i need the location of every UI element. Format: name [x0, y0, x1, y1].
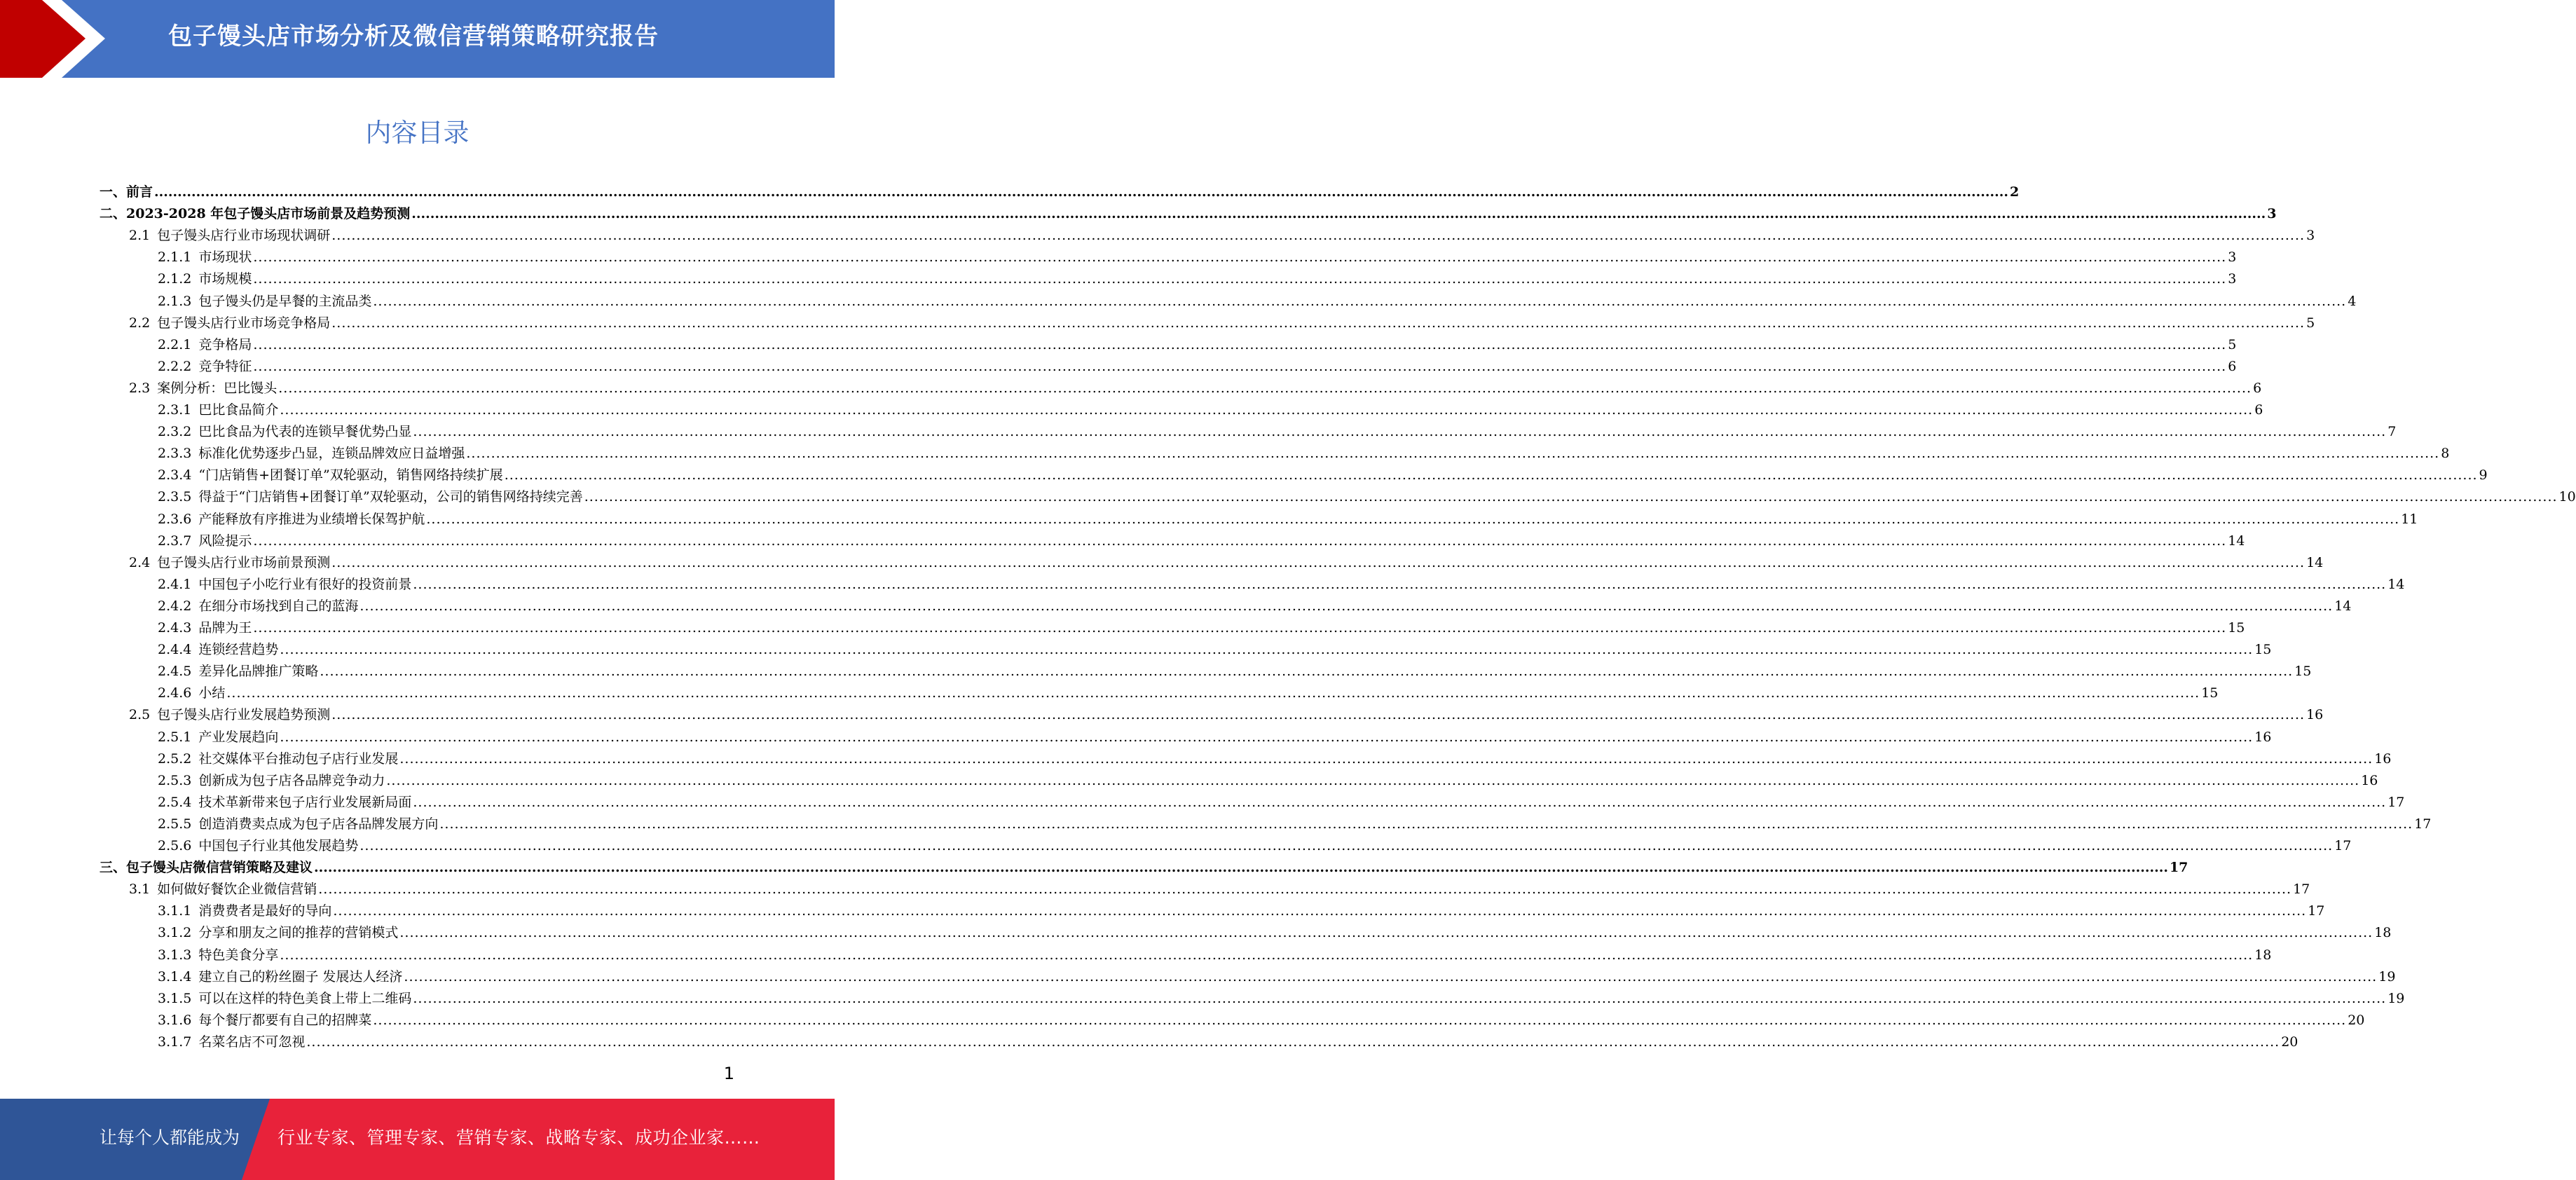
toc-entry[interactable]: [129, 375, 2262, 397]
toc-heading: 内容目录: [365, 118, 470, 148]
toc-entry-title: 竞争格局: [198, 336, 252, 352]
toc-dot-leader: ................................................................................................................................................................................................................................................................................................................................................................................................................: [331, 315, 2306, 331]
toc-entry-page: 17: [2414, 816, 2432, 832]
toc-entry-number: 2.3.2: [158, 424, 192, 440]
toc-entry-number: 3.1.6: [158, 1012, 192, 1028]
toc-entry-title: 消费费者是最好的导向: [198, 903, 332, 919]
toc-entry-title: 巴比食品简介: [198, 402, 279, 418]
toc-entry-title: 分享和朋友之间的推荐的营销模式: [198, 925, 399, 941]
toc-entry[interactable]: [158, 331, 2237, 353]
toc-entry[interactable]: [129, 701, 2324, 723]
toc-entry[interactable]: [158, 353, 2237, 375]
toc-dot-leader: ................................................................................................................................................................................................................................................................................................................................................................................................................: [280, 642, 2254, 658]
toc-entry-title: 包子馒头店行业市场竞争格局: [157, 315, 331, 331]
toc-entry-page: 11: [2401, 511, 2418, 527]
toc-entry[interactable]: [158, 746, 2392, 767]
toc-entry-number: 3.1.2: [158, 925, 192, 941]
toc-entry[interactable]: [158, 244, 2237, 266]
toc-entry[interactable]: [158, 397, 2263, 418]
toc-entry-title: 风险提示: [198, 533, 252, 549]
toc-entry-page: 3: [2306, 228, 2315, 244]
toc-entry-number: 3.1.4: [158, 968, 192, 985]
toc-entry[interactable]: [158, 789, 2405, 811]
toc-dot-leader: ................................................................................................................................................................................................................................................................................................................................................................................................................: [280, 947, 2254, 963]
toc-entry-number: 2.5.6: [158, 838, 192, 853]
toc-entry-number: 2.5.3: [158, 772, 192, 788]
toc-entry-title: 包子馒头店微信营销策略及建议: [126, 860, 313, 876]
toc-dot-leader: ................................................................................................................................................................................................................................................................................................................................................................................................................: [373, 1012, 2347, 1028]
toc-entry[interactable]: [158, 440, 2450, 462]
page-footer: [0, 1099, 835, 1180]
toc-entry-page: 10: [2558, 489, 2576, 505]
toc-entry-title: 差异化品牌推广策略: [198, 664, 319, 680]
toc-entry-number: 3.1.3: [158, 947, 192, 963]
toc-entry[interactable]: [158, 288, 2357, 310]
toc-dot-leader: ................................................................................................................................................................................................................................................................................................................................................................................................................: [253, 358, 2227, 374]
toc-entry-page: 14: [2228, 533, 2245, 549]
toc-dot-leader: ................................................................................................................................................................................................................................................................................................................................................................................................................: [404, 968, 2378, 985]
toc-entry-title: 品牌为王: [198, 620, 252, 636]
toc-entry-number: 2.4.1: [158, 576, 192, 592]
toc-entry-title: 如何做好餐饮企业微信营销: [157, 881, 317, 898]
toc-entry-number: 2.1: [129, 228, 151, 244]
toc-entry[interactable]: [158, 1029, 2298, 1050]
toc-entry-title: 连锁经营趋势: [198, 642, 279, 658]
toc-entry-number: 2.3.4: [158, 467, 192, 483]
toc-dot-leader: ................................................................................................................................................................................................................................................................................................................................................................................................................: [359, 838, 2334, 853]
toc-entry[interactable]: [158, 963, 2396, 985]
toc-entry-page: 3: [2267, 206, 2277, 222]
toc-entry[interactable]: [158, 1007, 2365, 1029]
toc-entry-page: 3: [2228, 271, 2237, 287]
toc-entry-page: 15: [2201, 685, 2219, 701]
toc-entry-number: 2.3.3: [158, 446, 192, 462]
toc-entry-page: 2: [2009, 184, 2020, 200]
toc-entry[interactable]: [158, 898, 2325, 919]
toc-dot-leader: ................................................................................................................................................................................................................................................................................................................................................................................................................: [504, 467, 2478, 483]
toc-entry-page: 17: [2293, 881, 2310, 898]
toc-entry-number: 2.4.2: [158, 598, 192, 614]
toc-entry-number: 2.1.2: [158, 271, 192, 287]
toc-dot-leader: ................................................................................................................................................................................................................................................................................................................................................................................................................: [386, 772, 2360, 788]
toc-entry-title: 前言: [126, 184, 153, 200]
toc-entry-number: 2.2: [129, 315, 151, 331]
toc-entry-number: 2.5: [129, 707, 151, 723]
toc-entry[interactable]: [100, 179, 2020, 200]
toc-entry-page: 14: [2334, 598, 2352, 614]
toc-entry-title: 得益于“门店销售+团餐订单”双轮驱动，公司的销售网络持续完善: [198, 489, 583, 505]
toc-entry-title: 巴比食品为代表的连锁早餐优势凸显: [198, 424, 412, 440]
toc-entry-title: 市场规模: [198, 271, 252, 287]
toc-entry-number: 2.3.1: [158, 402, 192, 418]
toc-entry-page: 15: [2254, 642, 2272, 658]
toc-entry-title: 标准化优势逐步凸显，连锁品牌效应日益增强: [198, 446, 465, 462]
toc-entry[interactable]: [129, 310, 2315, 331]
toc-entry-title: 包子馒头店行业市场前景预测: [157, 554, 331, 570]
toc-entry[interactable]: [129, 222, 2315, 244]
page-number: 1: [723, 1064, 734, 1083]
toc-entry-title: 创新成为包子店各品牌竞争动力: [198, 772, 385, 788]
toc-entry-title: 技术革新带来包子店行业发展新局面: [198, 794, 412, 810]
toc-entry-page: 16: [2374, 750, 2392, 767]
toc-entry-page: 6: [2228, 358, 2237, 374]
toc-entry-number: 三、: [100, 860, 127, 876]
toc-entry-page: 18: [2374, 925, 2392, 941]
toc-entry[interactable]: [100, 854, 2188, 876]
toc-dot-leader: ................................................................................................................................................................................................................................................................................................................................................................................................................: [399, 750, 2373, 767]
toc-dot-leader: ................................................................................................................................................................................................................................................................................................................................................................................................................: [253, 271, 2227, 287]
toc-dot-leader: ................................................................................................................................................................................................................................................................................................................................................................................................................: [278, 380, 2252, 396]
toc-dot-leader: ................................................................................................................................................................................................................................................................................................................................................................................................................: [331, 707, 2306, 723]
toc-entry-page: 20: [2281, 1034, 2298, 1050]
toc-entry[interactable]: [158, 483, 2576, 505]
toc-entry-title: 竞争特征: [198, 358, 252, 374]
toc-entry-page: 6: [2253, 380, 2262, 396]
toc-entry[interactable]: [158, 919, 2392, 941]
toc-entry-page: 16: [2306, 707, 2324, 723]
toc-entry-title: 中国包子行业其他发展趋势: [198, 838, 359, 853]
toc-entry-number: 2.5.2: [158, 750, 192, 767]
toc-entry[interactable]: [158, 615, 2245, 636]
toc-entry-page: 17: [2334, 838, 2352, 853]
toc-entry-page: 14: [2387, 576, 2405, 592]
toc-dot-leader: ................................................................................................................................................................................................................................................................................................................................................................................................................: [331, 554, 2306, 570]
toc-entry-page: 16: [2254, 729, 2272, 745]
toc-entry-page: 14: [2306, 554, 2324, 570]
toc-dot-leader: ................................................................................................................................................................................................................................................................................................................................................................................................................: [426, 511, 2400, 527]
toc-entry-page: 5: [2228, 336, 2237, 352]
toc-entry-page: 15: [2228, 620, 2245, 636]
toc-dot-leader: ................................................................................................................................................................................................................................................................................................................................................................................................................: [413, 794, 2387, 810]
toc-entry-number: 2.5.1: [158, 729, 192, 745]
toc-entry-number: 2.3.5: [158, 489, 192, 505]
toc-entry-number: 2.2.2: [158, 358, 192, 374]
toc-dot-leader: ................................................................................................................................................................................................................................................................................................................................................................................................................: [306, 1034, 2280, 1050]
toc-entry-number: 3.1.1: [158, 903, 192, 919]
toc-entry-number: 2.4.5: [158, 664, 192, 680]
toc-dot-leader: ................................................................................................................................................................................................................................................................................................................................................................................................................: [359, 598, 2334, 614]
toc-entry[interactable]: [158, 680, 2219, 701]
toc-entry[interactable]: [129, 876, 2310, 898]
toc-dot-leader: ................................................................................................................................................................................................................................................................................................................................................................................................................: [226, 685, 2200, 701]
toc-entry-number: 2.4.4: [158, 642, 192, 658]
toc-dot-leader: ................................................................................................................................................................................................................................................................................................................................................................................................................: [584, 489, 2558, 505]
toc-entry[interactable]: [158, 942, 2272, 963]
toc-dot-leader: ................................................................................................................................................................................................................................................................................................................................................................................................................: [253, 533, 2227, 549]
toc-entry[interactable]: [158, 636, 2272, 658]
toc-entry-page: 7: [2387, 424, 2397, 440]
toc-entry[interactable]: [158, 724, 2272, 746]
toc-entry[interactable]: [158, 418, 2397, 440]
footer-slogan-left: 让每个人都能成为: [100, 1127, 240, 1148]
toc-dot-leader: ................................................................................................................................................................................................................................................................................................................................................................................................................: [253, 620, 2227, 636]
toc-entry-page: 17: [2387, 794, 2405, 810]
toc-entry-title: 产业发展趋向: [198, 729, 279, 745]
toc-dot-leader: ................................................................................................................................................................................................................................................................................................................................................................................................................: [314, 860, 2168, 876]
toc-entry-number: 2.3: [129, 380, 151, 396]
toc-dot-leader: ................................................................................................................................................................................................................................................................................................................................................................................................................: [253, 249, 2227, 266]
toc-entry-title: 包子馒头店行业市场现状调研: [157, 228, 331, 244]
toc-entry-number: 2.1.1: [158, 249, 192, 266]
toc-entry-page: 6: [2254, 402, 2263, 418]
toc-entry-page: 19: [2387, 990, 2405, 1006]
toc-entry-title: 每个餐厅都要有自己的招牌菜: [198, 1012, 372, 1028]
footer-slogan-right: 行业专家、管理专家、营销专家、战略专家、成功企业家……: [278, 1127, 760, 1148]
toc-entry-page: 9: [2479, 467, 2488, 483]
report-title: 包子馒头店市场分析及微信营销策略研究报告: [168, 22, 659, 50]
toc-entry-title: 创造消费卖点成为包子店各品牌发展方向: [198, 816, 439, 832]
toc-entry-title: 社交媒体平台推动包子店行业发展: [198, 750, 399, 767]
toc-dot-leader: ................................................................................................................................................................................................................................................................................................................................................................................................................: [320, 664, 2294, 680]
toc-entry[interactable]: [158, 832, 2352, 854]
toc-entry-number: 2.3.6: [158, 511, 192, 527]
toc-entry-title: 2023-2028 年包子馒头店市场前景及趋势预测: [126, 206, 411, 222]
toc-dot-leader: ................................................................................................................................................................................................................................................................................................................................................................................................................: [439, 816, 2413, 832]
toc-dot-leader: ................................................................................................................................................................................................................................................................................................................................................................................................................: [413, 576, 2387, 592]
toc-entry-number: 2.1.3: [158, 293, 192, 309]
toc-dot-leader: ................................................................................................................................................................................................................................................................................................................................................................................................................: [466, 446, 2440, 462]
toc-entry[interactable]: [129, 549, 2324, 571]
toc-entry-page: 18: [2254, 947, 2272, 963]
toc-entry-number: 2.5.5: [158, 816, 192, 832]
toc-entry-number: 2.5.4: [158, 794, 192, 810]
toc-dot-leader: ................................................................................................................................................................................................................................................................................................................................................................................................................: [411, 206, 2266, 222]
toc-entry-number: 2.4: [129, 554, 151, 570]
toc-entry[interactable]: [158, 571, 2405, 593]
toc-entry-page: 17: [2308, 903, 2325, 919]
toc-entry-title: 特色美食分享: [198, 947, 279, 963]
toc-entry-title: 可以在这样的特色美食上带上二维码: [198, 990, 412, 1006]
toc-entry-title: “门店销售+团餐订单”双轮驱动，销售网络持续扩展: [198, 467, 503, 483]
toc-entry-page: 8: [2441, 446, 2450, 462]
toc-dot-leader: ................................................................................................................................................................................................................................................................................................................................................................................................................: [331, 228, 2306, 244]
toc-dot-leader: ................................................................................................................................................................................................................................................................................................................................................................................................................: [413, 990, 2387, 1006]
toc-entry[interactable]: [158, 593, 2352, 615]
toc-entry-number: 2.4.6: [158, 685, 192, 701]
toc-entry-title: 建立自己的粉丝圈子 发展达人经济: [198, 968, 403, 985]
toc-entry[interactable]: [158, 811, 2432, 832]
toc-dot-leader: ................................................................................................................................................................................................................................................................................................................................................................................................................: [253, 336, 2227, 352]
toc-dot-leader: ................................................................................................................................................................................................................................................................................................................................................................................................................: [154, 184, 2008, 200]
toc-entry[interactable]: [158, 266, 2237, 287]
toc-entry-page: 3: [2228, 249, 2237, 266]
toc-dot-leader: ................................................................................................................................................................................................................................................................................................................................................................................................................: [318, 881, 2292, 898]
toc-entry[interactable]: [158, 506, 2418, 528]
toc-entry-title: 包子馒头店行业发展趋势预测: [157, 707, 331, 723]
toc-entry-page: 16: [2361, 772, 2378, 788]
toc-entry-page: 19: [2378, 968, 2396, 985]
toc-entry[interactable]: [158, 462, 2488, 483]
toc-entry-title: 名菜名店不可忽视: [198, 1034, 306, 1050]
toc-entry-number: 3.1.7: [158, 1034, 192, 1050]
toc-entry-title: 小结: [198, 685, 226, 701]
toc-entry-title: 市场现状: [198, 249, 252, 266]
toc-entry[interactable]: [158, 528, 2245, 549]
toc-entry-page: 4: [2348, 293, 2357, 309]
toc-entry[interactable]: [158, 767, 2378, 789]
toc-entry-number: 一、: [100, 184, 127, 200]
toc-entry-number: 2.2.1: [158, 336, 192, 352]
toc-entry-page: 5: [2306, 315, 2315, 331]
toc-entry[interactable]: [158, 658, 2312, 680]
toc-entry-title: 中国包子小吃行业有很好的投资前景: [198, 576, 412, 592]
toc-entry-title: 产能释放有序推进为业绩增长保驾护航: [198, 511, 425, 527]
toc-entry-title: 在细分市场找到自己的蓝海: [198, 598, 359, 614]
toc-entry-number: 2.3.7: [158, 533, 192, 549]
toc-entry-page: 15: [2294, 664, 2312, 680]
toc-entry-number: 二、: [100, 206, 127, 222]
toc-entry[interactable]: [158, 985, 2405, 1007]
toc-dot-leader: ................................................................................................................................................................................................................................................................................................................................................................................................................: [413, 424, 2387, 440]
toc-entry-number: 3.1.5: [158, 990, 192, 1006]
toc-entry-title: 案例分析：巴比馒头: [157, 380, 278, 396]
toc-dot-leader: ................................................................................................................................................................................................................................................................................................................................................................................................................: [333, 903, 2307, 919]
toc-dot-leader: ................................................................................................................................................................................................................................................................................................................................................................................................................: [399, 925, 2373, 941]
toc-entry-page: 20: [2348, 1012, 2365, 1028]
toc-entry-number: 3.1: [129, 881, 151, 898]
toc-entry-page: 17: [2169, 860, 2188, 876]
toc-dot-leader: ................................................................................................................................................................................................................................................................................................................................................................................................................: [280, 402, 2254, 418]
toc-entry[interactable]: [100, 200, 2277, 222]
toc-dot-leader: ................................................................................................................................................................................................................................................................................................................................................................................................................: [373, 293, 2347, 309]
toc-dot-leader: ................................................................................................................................................................................................................................................................................................................................................................................................................: [280, 729, 2254, 745]
toc-entry-title: 包子馒头仍是早餐的主流品类: [198, 293, 372, 309]
toc-entry-number: 2.4.3: [158, 620, 192, 636]
